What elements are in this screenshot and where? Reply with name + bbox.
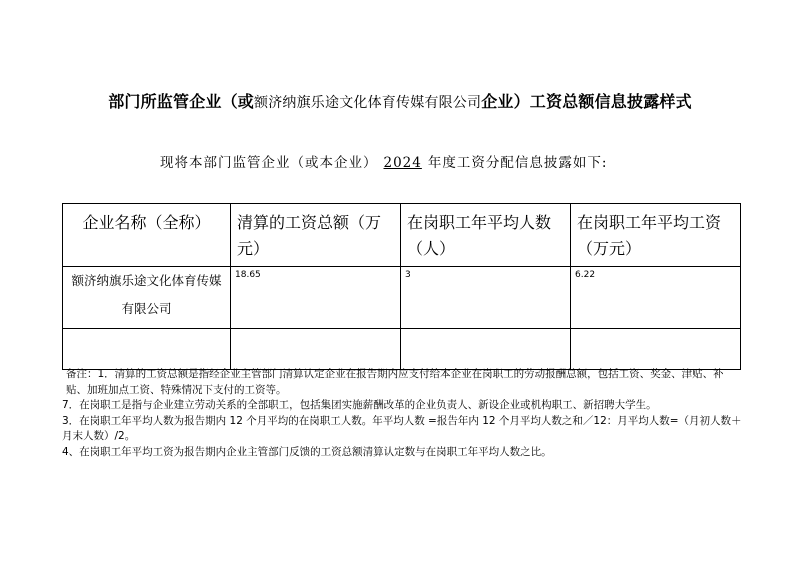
header-total-salary: 清算的工资总额（万元） <box>231 204 401 267</box>
empty-cell <box>231 329 401 370</box>
note-4: 4、在岗职工年平均工资为报告期内企业主管部门反馈的工资总额清算认定数与在岗职工年平均人数之比。 <box>62 445 552 458</box>
note-2: 7．在岗职工是指与企业建立劳动关系的全部职工，包括集团实施薪酬改革的企业负责人、新设企业或机构职工、新招聘大学生。 <box>62 399 657 411</box>
intro-sentence <box>160 151 607 171</box>
table-row <box>63 267 741 329</box>
cell-avg-staff: 3 <box>401 267 571 329</box>
table-row-empty <box>63 329 741 370</box>
empty-cell <box>571 329 741 370</box>
title-suffix: 企业）工资总额信息披露样式 <box>481 92 692 111</box>
empty-cell <box>63 329 231 370</box>
title-prefix: 部门所监管企业（或 <box>108 92 254 111</box>
note-3: 3．在岗职工年平均人数为报告期内 12 个月平均的在岗职工人数。年平均人数 =报告年内 12 个月平均人数之和／12：月平均人数=（月初人数＋月末人数）/2。 <box>62 414 742 442</box>
cell-total-salary: 18.65 <box>231 267 401 329</box>
table-header-row <box>63 204 741 267</box>
page-title <box>0 89 800 112</box>
title-company: 额济纳旗乐途文化体育传媒有限公司 <box>254 95 482 111</box>
notes-section <box>62 367 742 460</box>
note-1: 备注：1．清算的工资总额是指经企业主管部门清算认定企业在报告期内应支付给本企业在岗职工的劳动报酬总额，包括工资、奖金、津贴、补贴、加班加点工资、特殊情况下支付的工资等。 <box>66 368 724 396</box>
empty-cell <box>401 329 571 370</box>
intro-year: 2024 <box>383 155 422 171</box>
header-avg-salary: 在岗职工年平均工资（万元） <box>571 204 741 267</box>
intro-before: 现将本部门监管企业（或本企业） <box>160 155 378 171</box>
cell-avg-salary: 6.22 <box>571 267 741 329</box>
cell-company-name: 额济纳旗乐途文化体育传媒有限公司 <box>63 267 231 329</box>
intro-after: 年度工资分配信息披露如下: <box>427 155 608 171</box>
salary-table <box>62 203 741 370</box>
header-avg-staff: 在岗职工年平均人数（人） <box>401 204 571 267</box>
header-company-name: 企业名称（全称） <box>63 204 231 267</box>
